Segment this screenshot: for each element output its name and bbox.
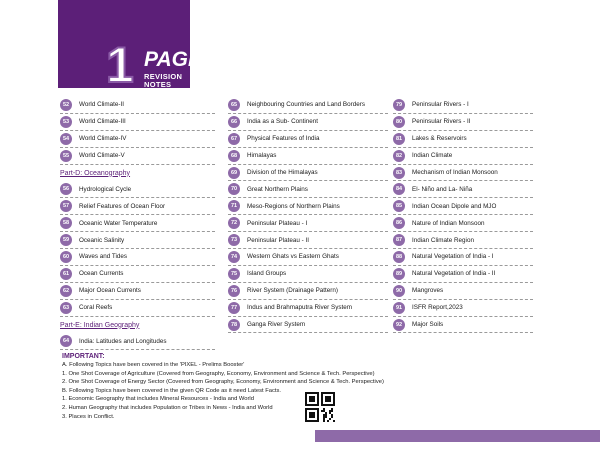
topic-number-badge: 88 bbox=[393, 251, 405, 263]
part-heading: Part-D: Oceanography bbox=[60, 169, 131, 177]
pager-banner bbox=[58, 0, 218, 93]
topic-item[interactable] bbox=[228, 266, 388, 283]
topic-item[interactable] bbox=[393, 114, 533, 131]
topic-label: River System (Drainage Pattern) bbox=[247, 287, 338, 295]
topic-label: Division of the Himalayas bbox=[247, 169, 318, 176]
topic-label: Mangroves bbox=[412, 287, 444, 295]
topic-number-badge: 80 bbox=[393, 116, 405, 128]
topic-number-badge: 61 bbox=[60, 268, 72, 280]
topic-number-badge: 53 bbox=[60, 116, 72, 128]
topic-label: Ocean Currents bbox=[79, 270, 124, 278]
topic-label: Indus and Brahmaputra River System bbox=[247, 304, 352, 312]
topic-item[interactable] bbox=[393, 232, 533, 249]
topic-item[interactable] bbox=[393, 283, 533, 300]
qr-module bbox=[321, 410, 323, 412]
topic-number-badge: 82 bbox=[393, 150, 405, 162]
topic-label: Indian Ocean Dipole and MJO bbox=[412, 202, 497, 210]
qr-module bbox=[323, 416, 325, 418]
banner-number: 1 bbox=[106, 37, 132, 93]
topic-label: Meso-Regions of Northern Plains bbox=[247, 202, 340, 210]
qr-module bbox=[329, 412, 331, 414]
topic-number-badge: 92 bbox=[393, 319, 405, 331]
topic-item[interactable] bbox=[60, 148, 215, 165]
topic-label: Western Ghats vs Eastern Ghats bbox=[247, 253, 339, 261]
topic-label: Indian Climate Region bbox=[412, 236, 474, 244]
topic-label: Major Ocean Currents bbox=[79, 287, 141, 295]
topic-label: Peninsular Rivers - II bbox=[412, 118, 471, 126]
important-line: 1. One Shot Coverage of Agriculture (Covered from Geography, Economy, Environment and Science & Tech. Perspective) bbox=[62, 370, 375, 377]
topic-label: Island Groups bbox=[247, 270, 287, 278]
topic-number-badge: 71 bbox=[228, 200, 240, 212]
topic-number-badge: 89 bbox=[393, 268, 405, 280]
topic-number-badge: 84 bbox=[393, 183, 405, 195]
qr-module bbox=[323, 418, 325, 420]
topic-number-badge: 60 bbox=[60, 251, 72, 263]
topic-item[interactable] bbox=[228, 165, 388, 182]
important-line: 1. Economic Geography that includes Mineral Resources - India and World bbox=[62, 396, 254, 403]
topic-number-badge: 68 bbox=[228, 150, 240, 162]
topic-number-badge: 73 bbox=[228, 234, 240, 246]
important-line: A. Following Topics have been covered in the 'PIXEL - Prelims Booster' bbox=[62, 362, 245, 368]
topic-label: Peninsular Rivers - I bbox=[412, 101, 469, 109]
qr-module bbox=[325, 414, 327, 416]
qr-module bbox=[323, 420, 325, 422]
topic-label: Ganga River System bbox=[247, 321, 306, 329]
topic-number-badge: 59 bbox=[60, 234, 72, 246]
topic-number-badge: 74 bbox=[228, 251, 240, 263]
topic-item[interactable] bbox=[393, 198, 533, 215]
qr-finder bbox=[309, 412, 315, 418]
qr-module bbox=[327, 420, 329, 422]
topic-label: Relief Features of Ocean Floor bbox=[79, 202, 166, 210]
topic-number-badge: 70 bbox=[228, 183, 240, 195]
topic-label: Waves and Tides bbox=[79, 253, 128, 261]
topic-number-badge: 56 bbox=[60, 183, 72, 195]
topic-item[interactable] bbox=[60, 215, 215, 232]
topic-item[interactable] bbox=[60, 249, 215, 266]
topic-number-badge: 62 bbox=[60, 285, 72, 297]
topic-label: World Climate-II bbox=[79, 101, 125, 109]
topic-item[interactable] bbox=[393, 266, 533, 283]
topic-label: Coral Reefs bbox=[79, 304, 113, 312]
topic-label: World Climate-V bbox=[79, 152, 125, 160]
qr-finder bbox=[325, 396, 331, 402]
topic-number-badge: 52 bbox=[60, 99, 72, 111]
topic-number-badge: 54 bbox=[60, 133, 72, 145]
topic-item[interactable] bbox=[228, 317, 388, 334]
qr-module bbox=[333, 420, 335, 422]
important-line: 2. One Shot Coverage of Energy Sector (Covered from Geography, Economy, Environment and Science & Tech. Perspective) bbox=[62, 379, 384, 386]
qr-module bbox=[331, 408, 333, 410]
topic-number-badge: 77 bbox=[228, 302, 240, 314]
topic-item[interactable] bbox=[393, 165, 533, 182]
topic-item[interactable] bbox=[60, 198, 215, 215]
topic-label: ISFR Report,2023 bbox=[412, 304, 463, 312]
topic-label: Physical Features of India bbox=[247, 135, 320, 143]
banner-subtitle: REVISION NOTES bbox=[144, 72, 183, 89]
topic-label: Major Soils bbox=[412, 321, 444, 329]
topic-number-badge: 86 bbox=[393, 217, 405, 229]
topic-item[interactable] bbox=[228, 249, 388, 266]
topic-label: Natural Vegetation of India - II bbox=[412, 270, 496, 278]
topic-item[interactable] bbox=[228, 198, 388, 215]
topic-item[interactable] bbox=[393, 317, 533, 334]
topic-item[interactable] bbox=[60, 266, 215, 283]
topic-item[interactable] bbox=[60, 232, 215, 249]
topic-item[interactable] bbox=[393, 131, 533, 148]
topic-number-badge: 79 bbox=[393, 99, 405, 111]
topic-item[interactable] bbox=[228, 232, 388, 249]
topic-column-1 bbox=[60, 97, 215, 350]
topic-number-badge: 63 bbox=[60, 302, 72, 314]
qr-module bbox=[331, 416, 333, 418]
topic-number-badge: 69 bbox=[228, 167, 240, 179]
important-line: 3. Places in Conflict. bbox=[62, 413, 115, 420]
topic-number-badge: 81 bbox=[393, 133, 405, 145]
topic-label: India as a Sub- Continent bbox=[247, 118, 319, 126]
topic-number-badge: 78 bbox=[228, 319, 240, 331]
topic-column-3 bbox=[393, 97, 533, 333]
footer-bar bbox=[315, 430, 600, 442]
topic-item[interactable] bbox=[60, 181, 215, 198]
topic-item[interactable] bbox=[60, 283, 215, 300]
topic-label: Great Northern Plains bbox=[247, 185, 308, 193]
topic-item[interactable] bbox=[228, 148, 388, 165]
qr-module bbox=[323, 408, 325, 410]
topic-item[interactable] bbox=[60, 300, 215, 317]
topic-item[interactable] bbox=[393, 215, 533, 232]
topic-label: World Climate-IV bbox=[79, 135, 127, 143]
topic-item[interactable] bbox=[228, 97, 388, 114]
qr-module bbox=[325, 416, 327, 418]
topic-number-badge: 64 bbox=[60, 335, 72, 347]
topic-label: Hydrological Cycle bbox=[79, 185, 132, 193]
qr-module bbox=[323, 410, 325, 412]
topic-number-badge: 55 bbox=[60, 150, 72, 162]
topic-number-badge: 85 bbox=[393, 200, 405, 212]
topic-number-badge: 76 bbox=[228, 285, 240, 297]
qr-module bbox=[325, 412, 327, 414]
topic-label: Indian Climate bbox=[412, 152, 453, 160]
topic-number-badge: 58 bbox=[60, 217, 72, 229]
topic-label: Peninsular Plateau - I bbox=[247, 219, 308, 227]
topic-item[interactable] bbox=[60, 97, 215, 114]
topic-item[interactable] bbox=[393, 148, 533, 165]
topic-number-badge: 91 bbox=[393, 302, 405, 314]
topic-label: India: Latitudes and Longitudes bbox=[79, 337, 167, 345]
topic-number-badge: 67 bbox=[228, 133, 240, 145]
topic-number-badge: 66 bbox=[228, 116, 240, 128]
topic-label: Peninsular Plateau - II bbox=[247, 236, 309, 244]
qr-module bbox=[329, 410, 331, 412]
topic-number-badge: 72 bbox=[228, 217, 240, 229]
topic-item[interactable] bbox=[393, 300, 533, 317]
topic-column-2 bbox=[228, 97, 388, 333]
topic-item[interactable] bbox=[228, 181, 388, 198]
qr-module bbox=[331, 410, 333, 412]
topic-label: Natural Vegetation of India - I bbox=[412, 253, 494, 261]
topic-item[interactable] bbox=[393, 97, 533, 114]
topic-item[interactable] bbox=[393, 249, 533, 266]
topic-item[interactable] bbox=[228, 300, 388, 317]
qr-module bbox=[329, 418, 331, 420]
topic-item[interactable] bbox=[393, 181, 533, 198]
topic-number-badge: 87 bbox=[393, 234, 405, 246]
qr-module bbox=[323, 414, 325, 416]
important-title: IMPORTANT: bbox=[62, 353, 105, 360]
topic-item[interactable] bbox=[228, 131, 388, 148]
qr-module bbox=[331, 414, 333, 416]
qr-finder bbox=[309, 396, 315, 402]
topic-label: Oceanic Salinity bbox=[79, 236, 125, 244]
topic-label: Nature of Indian Monsoon bbox=[412, 219, 485, 227]
important-notes bbox=[62, 352, 422, 421]
topic-item[interactable] bbox=[60, 114, 215, 131]
topic-number-badge: 75 bbox=[228, 268, 240, 280]
topic-item[interactable] bbox=[228, 283, 388, 300]
topic-item[interactable] bbox=[228, 114, 388, 131]
topic-item[interactable] bbox=[60, 131, 215, 148]
banner-title: PAGER bbox=[144, 48, 218, 71]
topic-label: Mechanism of Indian Monsoon bbox=[412, 169, 498, 176]
topic-label: Lakes & Reservoirs bbox=[412, 135, 467, 143]
topic-label: Neighbouring Countries and Land Borders bbox=[247, 101, 365, 109]
qr-code[interactable] bbox=[305, 392, 335, 422]
topic-item[interactable] bbox=[60, 333, 215, 350]
topic-label: El- Niño and La- Niña bbox=[412, 185, 473, 193]
important-line: B. Following Topics have been covered in the given QR Code as it need Latest Facts. bbox=[62, 387, 282, 394]
topic-label: World Climate-III bbox=[79, 118, 126, 126]
topic-item[interactable] bbox=[228, 215, 388, 232]
important-line: 2. Human Geography that includes Population or Tribes in News - India and World bbox=[62, 404, 273, 411]
topic-number-badge: 57 bbox=[60, 200, 72, 212]
topic-number-badge: 90 bbox=[393, 285, 405, 297]
topic-label: Himalayas bbox=[247, 152, 277, 160]
topic-number-badge: 83 bbox=[393, 167, 405, 179]
topic-label: Oceanic Water Temperature bbox=[79, 219, 158, 227]
topic-number-badge: 65 bbox=[228, 99, 240, 111]
part-heading: Part-E: Indian Geography bbox=[60, 321, 140, 329]
